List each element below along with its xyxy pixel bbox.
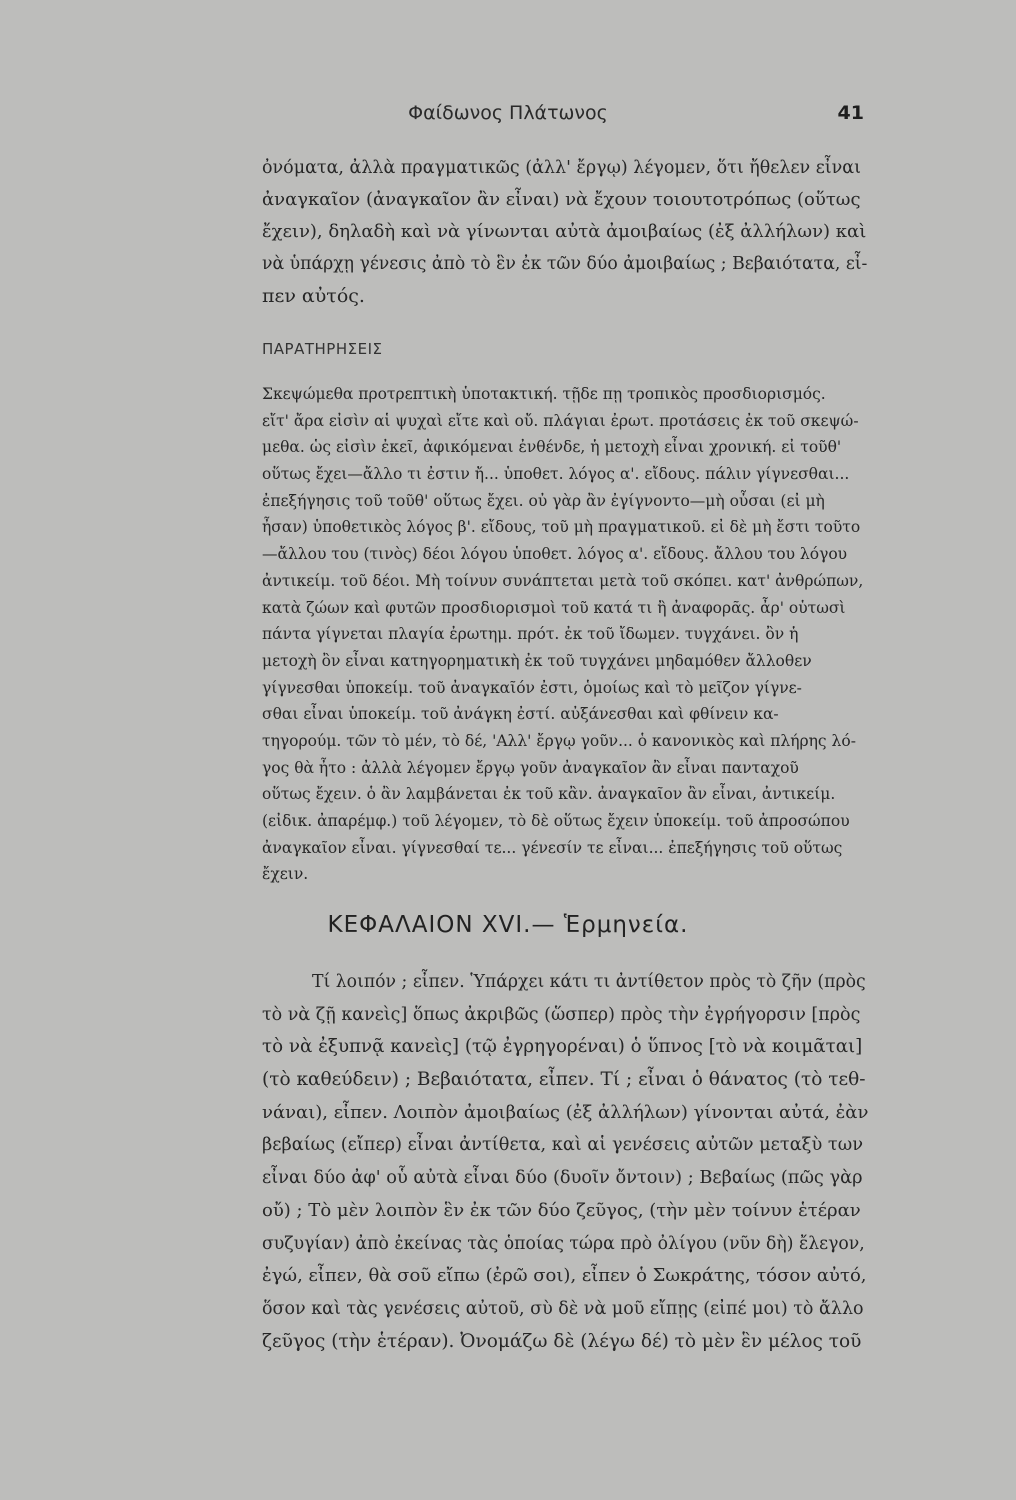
text-line: τὸ νὰ ἐξυπνᾷ κανεὶς] (τῷ ἐγρηγορέναι) ὁ ὕπνος [τὸ νὰ κοιμᾶται] <box>262 1036 863 1058</box>
text-line: νὰ ὑπάρχῃ γένεσις ἀπὸ τὸ ἓν ἐκ τῶν δύο ἀμοιβαίως ; Βεβαιότατα, εἶ- <box>262 254 868 274</box>
note-line: ἔχειν. <box>262 865 309 884</box>
notes-heading: ΠΑΡΑΤΗΡΗΣΕΙΣ <box>262 340 383 358</box>
text-line: ἐγώ, εἶπεν, θὰ σοῦ εἴπω (ἐρῶ σοι), εἶπεν ὁ Σωκράτης, τόσον αὐτό, <box>262 1265 867 1287</box>
note-line: Σκεψώμεθα προτρεπτικὴ ὑποτακτική. τῇδε πῃ τροπικὸς προσδιορισμός. <box>262 385 826 403</box>
note-line: γίγνεσθαι ὑποκείμ. τοῦ ἀναγκαῖόν ἐστι, ὁμοίως καὶ τὸ μεῖζον γίγνε- <box>262 678 802 697</box>
note-line: οὕτως ἔχει—ἄλλο τι ἐστιν ἤ... ὑποθετ. λόγος α'. εἴδους. πάλιν γίγνεσθαι... <box>262 465 850 484</box>
text-line: τὸ νὰ ζῇ κανεὶς] ὅπως ἀκριβῶς (ὥσπερ) πρὸς τὴν ἐγρήγορσιν [πρὸς <box>262 1004 861 1025</box>
note-line: (εἰδικ. ἀπαρέμφ.) τοῦ λέγομεν, τὸ δὲ οὕτως ἔχειν ὑποκείμ. τοῦ ἀπροσώπου <box>262 812 850 830</box>
paragraph-1 <box>262 152 868 312</box>
text-line: εἶναι δύο ἀφ' οὗ αὐτὰ εἶναι δύο (δυοῖν ὄντοιν) ; Βεβαίως (πῶς γὰρ <box>262 1168 863 1189</box>
note-line: κατὰ ζώων καὶ φυτῶν προσδιορισμοὶ τοῦ κατά τι ἢ ἀναφορᾶς. ἆρ' οὑτωσὶ <box>262 598 846 617</box>
text-line: ἔχειν), δηλαδὴ καὶ νὰ γίνωνται αὐτὰ ἀμοιβαίως (ἐξ ἀλλήλων) καὶ <box>262 221 867 242</box>
text-line: Τί λοιπόν ; εἶπεν. Ὑπάρχει κάτι τι ἀντίθετον πρὸς τὸ ζῆν (πρὸς <box>312 972 866 992</box>
text-line: ὅσον καὶ τὰς γενέσεις αὐτοῦ, σὺ δὲ νὰ μοῦ εἴπῃς (εἰπέ μοι) τὸ ἄλλο <box>262 1298 864 1319</box>
text-line: ζεῦγος (τὴν ἑτέραν). Ὀνομάζω δὲ (λέγω δέ) τὸ μὲν ἓν μέλος τοῦ <box>262 1330 862 1352</box>
running-title: Φαίδωνος Πλάτωνος <box>408 102 608 124</box>
chapter-heading: ΚΕΦΑΛΑΙΟΝ XVI.— Ἑρμηνεία. <box>327 912 689 938</box>
note-line: ἦσαν) ὑποθετικὸς λόγος β'. εἴδους, τοῦ μὴ πραγματικοῦ. εἰ δὲ μὴ ἔστι τοῦτο <box>262 518 861 537</box>
note-line: εἴτ' ἄρα εἰσὶν αἱ ψυχαὶ εἴτε καὶ οὔ. πλάγιαι ἐρωτ. προτάσεις ἐκ τοῦ σκεψώ- <box>262 411 859 430</box>
text-line: συζυγίαν) ἀπὸ ἐκείνας τὰς ὁποίας τώρα πρὸ ὀλίγου (νῦν δὴ) ἔλεγον, <box>262 1233 865 1254</box>
text-line: (τὸ καθεύδειν) ; Βεβαιότατα, εἶπεν. Τί ; εἶναι ὁ θάνατος (τὸ τεθ- <box>262 1069 866 1091</box>
note-line: τηγορούμ. τῶν τὸ μέν, τὸ δέ, 'Αλλ' ἔργῳ γοῦν... ὁ κανονικὸς καὶ πλήρης λό- <box>262 731 856 750</box>
note-line: ἐπεξήγησις τοῦ τοῦθ' οὕτως ἔχει. οὐ γὰρ ἂν ἐγίγνοντο—μὴ οὖσαι (εἰ μὴ <box>262 491 825 510</box>
text-line: οὔ) ; Τὸ μὲν λοιπὸν ἓν ἐκ τῶν δύο ζεῦγος, (τὴν μὲν τοίνυν ἑτέραν <box>262 1199 861 1221</box>
note-line: πάντα γίγνεται πλαγία ἐρωτημ. πρότ. ἐκ τοῦ ἴδωμεν. τυγχάνει. ὂν ἡ <box>262 625 799 644</box>
page-number: 41 <box>837 102 864 124</box>
note-line: σθαι εἶναι ὑποκείμ. τοῦ ἀνάγκη ἐστί. αὐξάνεσθαι καὶ φθίνειν κα- <box>262 705 779 724</box>
note-line: ἀναγκαῖον εἶναι. γίγνεσθαί τε... γένεσίν τε εἶναι... ἐπεξήγησις τοῦ οὕτως <box>262 838 843 857</box>
text-line: ἀναγκαῖον (ἀναγκαῖον ἂν εἶναι) νὰ ἔχουν τοιουτοτρόπως (οὕτως <box>262 189 861 210</box>
text-line: βεβαίως (εἴπερ) εἶναι ἀντίθετα, καὶ αἱ γενέσεις αὐτῶν μεταξὺ των <box>262 1135 863 1156</box>
note-line: μετοχὴ ὂν εἶναι κατηγορηματικὴ ἐκ τοῦ τυγχάνει μηδαμόθεν ἄλλοθεν <box>262 651 812 670</box>
text-line: νάναι), εἶπεν. Λοιπὸν ἀμοιβαίως (ἐξ ἀλλήλων) γίνονται αὐτά, ἐὰν <box>262 1101 868 1123</box>
notes-block <box>262 381 868 888</box>
note-line: μεθα. ὡς εἰσὶν ἐκεῖ, ἀφικόμεναι ἐνθένδε, ἡ μετοχὴ εἶναι χρονική. εἰ τοῦθ' <box>262 438 842 457</box>
text-line: ὀνόματα, ἀλλὰ πραγματικῶς (ἀλλ' ἔργῳ) λέγομεν, ὅτι ἤθελεν εἶναι <box>262 158 861 178</box>
page-header <box>0 102 1016 132</box>
note-line: γος θὰ ἦτο : ἀλλὰ λέγομεν ἔργῳ γοῦν ἀναγκαῖον ἂν εἶναι πανταχοῦ <box>262 758 799 777</box>
note-line: ἀντικείμ. τοῦ δέοι. Μὴ τοίνυν συνάπτεται μετὰ τοῦ σκόπει. κατ' ἀνθρώπων, <box>262 571 864 590</box>
note-line: —ἄλλου του (τινὸς) δέοι λόγου ὑποθετ. λόγος α'. εἴδους. ἄλλου του λόγου <box>262 545 848 564</box>
text-line: πεν αὐτός. <box>262 285 365 307</box>
note-line: οὕτως ἔχειν. ὁ ἂν λαμβάνεται ἐκ τοῦ κἂν. ἀναγκαῖον ἂν εἶναι, ἀντικείμ. <box>262 785 836 804</box>
paragraph-2 <box>262 966 868 1358</box>
